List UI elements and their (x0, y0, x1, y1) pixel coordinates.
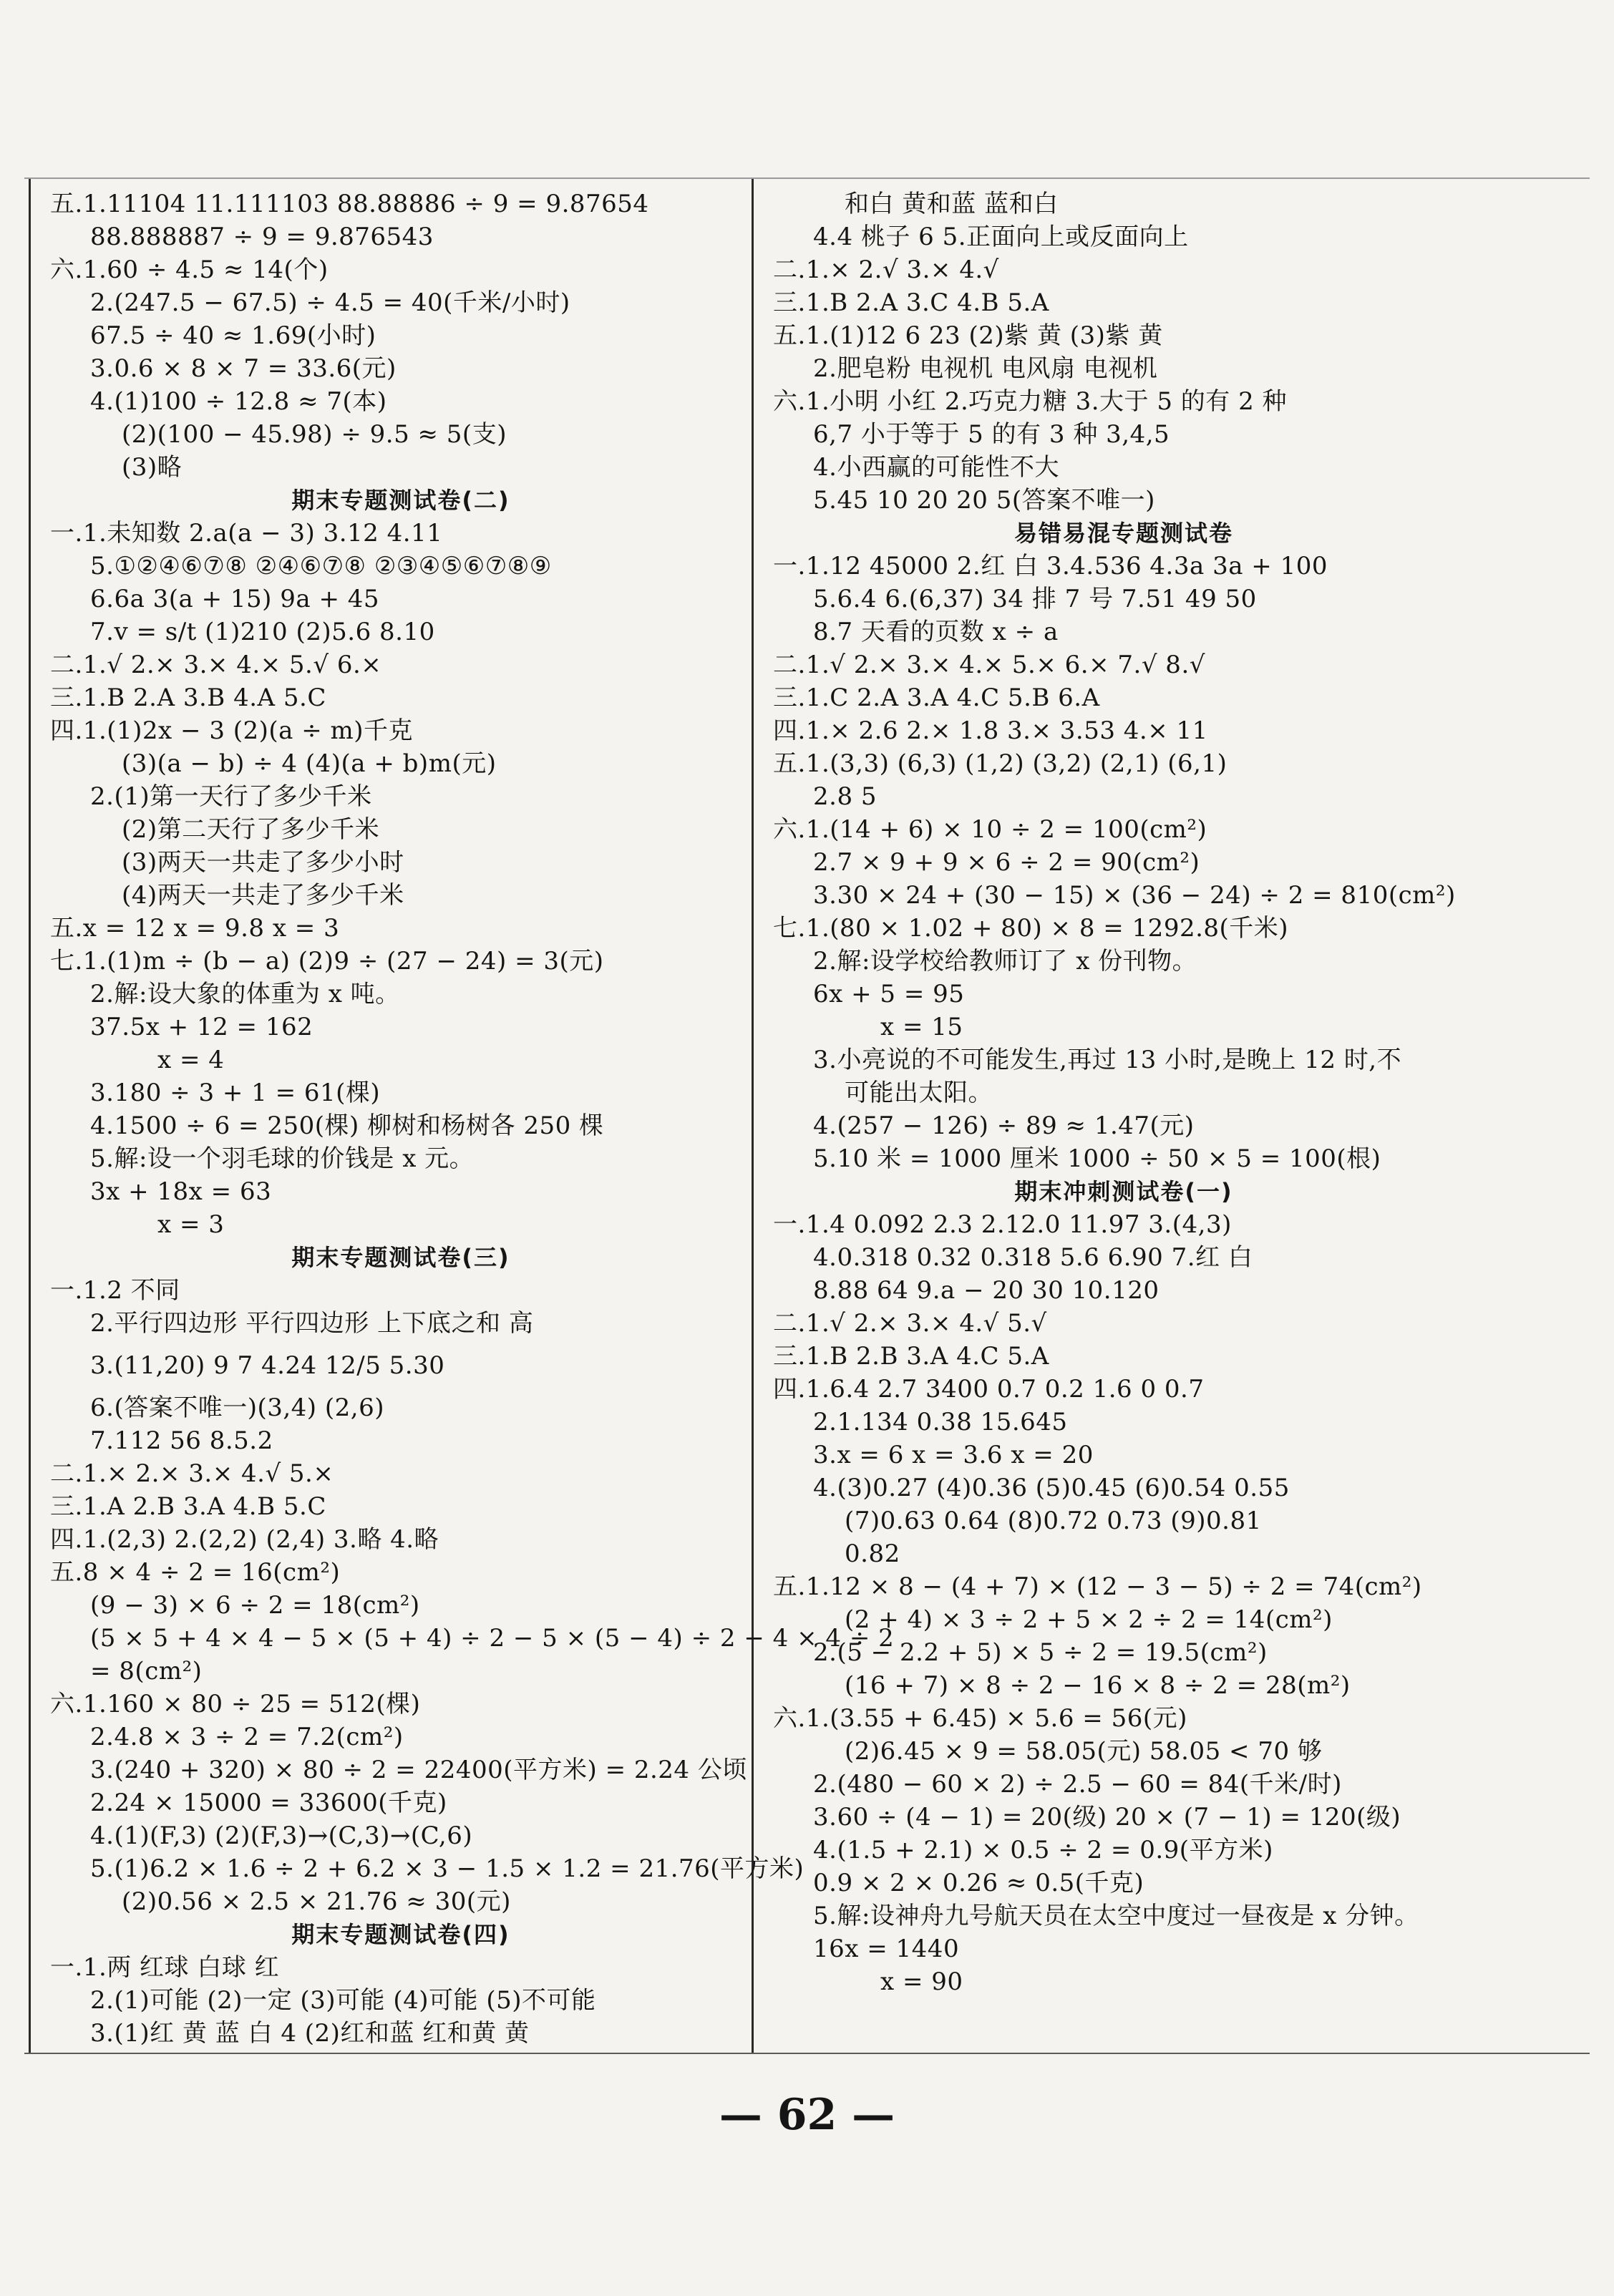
answer-line: 六.1.(3.55 + 6.45) × 5.6 = 56(元) (773, 1704, 1187, 1733)
answer-line: 4.(1)(F,3) (2)(F,3)→(C,3)→(C,6) (90, 1821, 473, 1850)
answer-line: 67.5 ÷ 40 ≈ 1.69(小时) (90, 321, 376, 350)
answer-line: x = 4 (157, 1046, 225, 1074)
answer-line: 4.(257 − 126) ÷ 89 ≈ 1.47(元) (813, 1111, 1195, 1140)
section-heading: 期末冲刺测试卷(一) (1014, 1178, 1233, 1205)
answer-line: 2.24 × 15000 = 33600(千克) (90, 1789, 447, 1817)
answer-line: 四.1.× 2.6 2.× 1.8 3.× 3.53 4.× 11 (773, 716, 1208, 745)
answer-line: (7)0.63 0.64 (8)0.72 0.73 (9)0.81 (845, 1507, 1262, 1535)
answer-line: 6.(答案不唯一)(3,4) (2,6) (90, 1393, 384, 1422)
column-divider (752, 179, 754, 2054)
answer-line: 2.解:设学校给教师订了 x 份刊物。 (813, 947, 1197, 976)
answer-line: 4.4 桃子 6 5.正面向上或反面向上 (813, 223, 1189, 251)
answer-line: 二.1.√ 2.× 3.× 4.× 5.√ 6.× (50, 651, 382, 679)
answer-line: 16x = 1440 (813, 1935, 960, 1963)
answer-line: 2.平行四边形 平行四边形 上下底之和 高 (90, 1309, 534, 1338)
answer-line: (16 + 7) × 8 ÷ 2 − 16 × 8 ÷ 2 = 28(m²) (845, 1671, 1351, 1700)
answer-line: 4.小西赢的可能性不大 (813, 453, 1059, 482)
left-border-rule (29, 179, 31, 2054)
section-heading: 期末专题测试卷(二) (291, 487, 510, 514)
answer-line: 五.1.(1)12 6 23 (2)紫 黄 (3)紫 黄 (773, 321, 1163, 350)
answer-line: 6,7 小于等于 5 的有 3 种 3,4,5 (813, 420, 1170, 449)
answer-line: 5.解:设一个羽毛球的价钱是 x 元。 (90, 1144, 475, 1173)
answer-line: (2)6.45 × 9 = 58.05(元) 58.05 < 70 够 (845, 1737, 1323, 1766)
answer-line: (9 − 3) × 6 ÷ 2 = 18(cm²) (90, 1591, 420, 1620)
answer-line: 七.1.(1)m ÷ (b − a) (2)9 ÷ (27 − 24) = 3(元) (50, 947, 604, 976)
answer-line: x = 90 (880, 1967, 963, 1996)
answer-line: 五.1.11104 11.111103 88.88886 ÷ 9 = 9.87654 (50, 190, 649, 218)
answer-line: 二.1.× 2.√ 3.× 4.√ (773, 256, 999, 284)
answer-line: 3.小亮说的不可能发生,再过 13 小时,是晚上 12 时,不 (813, 1046, 1402, 1074)
answer-line: 2.肥皂粉 电视机 电风扇 电视机 (813, 354, 1158, 383)
answer-line: 三.1.B 2.A 3.C 4.B 5.A (773, 288, 1049, 317)
answer-line: (2)0.56 × 2.5 × 21.76 ≈ 30(元) (122, 1887, 511, 1916)
answer-line: 一.1.2 不同 (50, 1276, 180, 1305)
answer-line: 一.1.12 45000 2.红 白 3.4.536 4.3a 3a + 100 (773, 552, 1328, 580)
answer-line: (3)(a − b) ÷ 4 (4)(a + b)m(元) (122, 749, 497, 778)
answer-line: = 8(cm²) (90, 1657, 203, 1685)
answer-column-right (773, 188, 1474, 1998)
answer-line: 2.1.134 0.38 15.645 (813, 1408, 1068, 1436)
answer-line: 2.解:设大象的体重为 x 吨。 (90, 980, 400, 1008)
answer-line: 6x + 5 = 95 (813, 980, 965, 1008)
answer-line: 二.1.√ 2.× 3.× 4.× 5.× 6.× 7.√ 8.√ (773, 651, 1205, 679)
answer-line: 3.x = 6 x = 3.6 x = 20 (813, 1441, 1094, 1469)
answer-line: (2)(100 − 45.98) ÷ 9.5 ≈ 5(支) (122, 420, 507, 449)
answer-line: 一.1.两 红球 白球 红 (50, 1953, 280, 1982)
answer-line: 5.45 10 20 20 5(答案不唯一) (813, 486, 1155, 515)
answer-line: 六.1.160 × 80 ÷ 25 = 512(棵) (50, 1690, 421, 1718)
top-rule (24, 177, 1590, 179)
answer-line: 三.1.C 2.A 3.A 4.C 5.B 6.A (773, 684, 1100, 712)
bottom-rule (24, 2053, 1590, 2054)
answer-line: 3.0.6 × 8 × 7 = 33.6(元) (90, 354, 397, 383)
answer-line: 5.解:设神舟九号航天员在太空中度过一昼夜是 x 分钟。 (813, 1902, 1419, 1930)
answer-line: 六.1.60 ÷ 4.5 ≈ 14(个) (50, 256, 329, 284)
answer-line: 可能出太阳。 (845, 1079, 993, 1107)
answer-line: 5.①②④⑥⑦⑧ ②④⑥⑦⑧ ②③④⑤⑥⑦⑧⑨ (90, 552, 552, 580)
answer-line: 2.7 × 9 + 9 × 6 ÷ 2 = 90(cm²) (813, 848, 1200, 877)
answer-line: 一.1.未知数 2.a(a − 3) 3.12 4.11 (50, 519, 443, 548)
answer-line: 3.180 ÷ 3 + 1 = 61(棵) (90, 1079, 381, 1107)
answer-line: 8.88 64 9.a − 20 30 10.120 (813, 1276, 1160, 1305)
answer-line: 3.30 × 24 + (30 − 15) × (36 − 24) ÷ 2 = 810(cm²) (813, 881, 1456, 910)
answer-line: (4)两天一共走了多少千米 (122, 881, 404, 910)
answer-line: x = 15 (880, 1013, 963, 1041)
answer-line: 四.1.6.4 2.7 3400 0.7 0.2 1.6 0 0.7 (773, 1375, 1205, 1404)
answer-line: 4.(1.5 + 2.1) × 0.5 ÷ 2 = 0.9(平方米) (813, 1836, 1273, 1864)
answer-line: 5.(1)6.2 × 1.6 ÷ 2 + 6.2 × 3 − 1.5 × 1.2 = 21.76(平方米) (90, 1854, 804, 1883)
answer-line: 三.1.A 2.B 3.A 4.B 5.C (50, 1492, 326, 1521)
answer-line: 2.4.8 × 3 ÷ 2 = 7.2(cm²) (90, 1723, 404, 1751)
answer-line: 二.1.√ 2.× 3.× 4.√ 5.√ (773, 1309, 1047, 1338)
answer-line: 一.1.4 0.092 2.3 2.12.0 11.97 3.(4,3) (773, 1210, 1232, 1239)
answer-line: (5 × 5 + 4 × 4 − 5 × (5 + 4) ÷ 2 − 5 × (5 − 4) ÷ 2 − 4 × 4 ÷ 2 (90, 1624, 895, 1653)
answer-line: 3.(240 + 320) × 80 ÷ 2 = 22400(平方米) = 2.24 公顷 (90, 1756, 747, 1784)
answer-line: 二.1.× 2.× 3.× 4.√ 5.× (50, 1459, 334, 1488)
answer-line: (3)略 (122, 453, 183, 482)
answer-line: 3.(1)红 黄 蓝 白 4 (2)红和蓝 红和黄 黄 (90, 2019, 530, 2048)
answer-line: 五.x = 12 x = 9.8 x = 3 (50, 914, 340, 943)
answer-line: (2)第二天行了多少千米 (122, 815, 380, 844)
answer-line: 0.82 (845, 1539, 900, 1568)
answer-line: 四.1.(1)2x − 3 (2)(a ÷ m)千克 (50, 716, 414, 745)
answer-line: 2.(480 − 60 × 2) ÷ 2.5 − 60 = 84(千米/时) (813, 1770, 1342, 1799)
answer-line: 6.6a 3(a + 15) 9a + 45 (90, 585, 380, 613)
answer-line: 六.1.小明 小红 2.巧克力糖 3.大于 5 的有 2 种 (773, 387, 1288, 416)
answer-line: 2.(247.5 − 67.5) ÷ 4.5 = 40(千米/小时) (90, 288, 570, 317)
answer-line: 七.1.(80 × 1.02 + 80) × 8 = 1292.8(千米) (773, 914, 1289, 943)
answer-line: 2.(5 − 2.2 + 5) × 5 ÷ 2 = 19.5(cm²) (813, 1638, 1268, 1667)
answer-line: 四.1.(2,3) 2.(2,2) (2,4) 3.略 4.略 (50, 1525, 439, 1554)
answer-line: 5.6.4 6.(6,37) 34 排 7 号 7.51 49 50 (813, 585, 1257, 613)
section-heading: 易错易混专题测试卷 (1013, 520, 1233, 547)
answer-line: 和白 黄和蓝 蓝和白 (845, 190, 1059, 218)
answer-line: 5.10 米 = 1000 厘米 1000 ÷ 50 × 5 = 100(根) (813, 1144, 1381, 1173)
answer-line: (2 + 4) × 3 ÷ 2 + 5 × 2 ÷ 2 = 14(cm²) (845, 1605, 1333, 1634)
page-number: — 62 — (719, 2090, 895, 2140)
answer-line: 3x + 18x = 63 (90, 1177, 272, 1206)
answer-line: 4.(3)0.27 (4)0.36 (5)0.45 (6)0.54 0.55 (813, 1474, 1290, 1502)
answer-line: 4.0.318 0.32 0.318 5.6 6.90 7.红 白 (813, 1243, 1253, 1272)
answer-line: 7.112 56 8.5.2 (90, 1426, 273, 1455)
answer-line: 六.1.(14 + 6) × 10 ÷ 2 = 100(cm²) (773, 815, 1207, 844)
answer-line: 五.1.12 × 8 − (4 + 7) × (12 − 3 − 5) ÷ 2 = 74(cm²) (773, 1572, 1422, 1601)
answer-line: (3)两天一共走了多少小时 (122, 848, 404, 877)
answer-line: 3.(11,20) 9 7 4.24 12/5 5.30 (90, 1351, 445, 1380)
answer-line: 五.1.(3,3) (6,3) (1,2) (3,2) (2,1) (6,1) (773, 749, 1227, 778)
answer-line: 7.v = s/t (1)210 (2)5.6 8.10 (90, 618, 435, 646)
answer-line: 4.(1)100 ÷ 12.8 ≈ 7(本) (90, 387, 387, 416)
answer-line: 2.8 5 (813, 782, 878, 811)
answer-line: 3.60 ÷ (4 − 1) = 20(级) 20 × (7 − 1) = 120(级) (813, 1803, 1401, 1832)
answer-line: x = 3 (157, 1210, 225, 1239)
answer-line: 8.7 天看的页数 x ÷ a (813, 618, 1059, 646)
answer-line: 2.(1)第一天行了多少千米 (90, 782, 372, 811)
answer-line: 0.9 × 2 × 0.26 ≈ 0.5(千克) (813, 1869, 1144, 1897)
answer-line: 4.1500 ÷ 6 = 250(棵) 柳树和杨树各 250 棵 (90, 1111, 604, 1140)
section-heading: 期末专题测试卷(三) (291, 1244, 510, 1271)
answer-line: 37.5x + 12 = 162 (90, 1013, 313, 1041)
answer-line: 五.8 × 4 ÷ 2 = 16(cm²) (50, 1558, 341, 1587)
section-heading: 期末专题测试卷(四) (291, 1921, 510, 1948)
answer-line: 2.(1)可能 (2)一定 (3)可能 (4)可能 (5)不可能 (90, 1986, 596, 2015)
answer-line: 三.1.B 2.A 3.B 4.A 5.C (50, 684, 326, 712)
answer-line: 三.1.B 2.B 3.A 4.C 5.A (773, 1342, 1049, 1371)
answer-line: 88.888887 ÷ 9 = 9.876543 (90, 223, 434, 251)
